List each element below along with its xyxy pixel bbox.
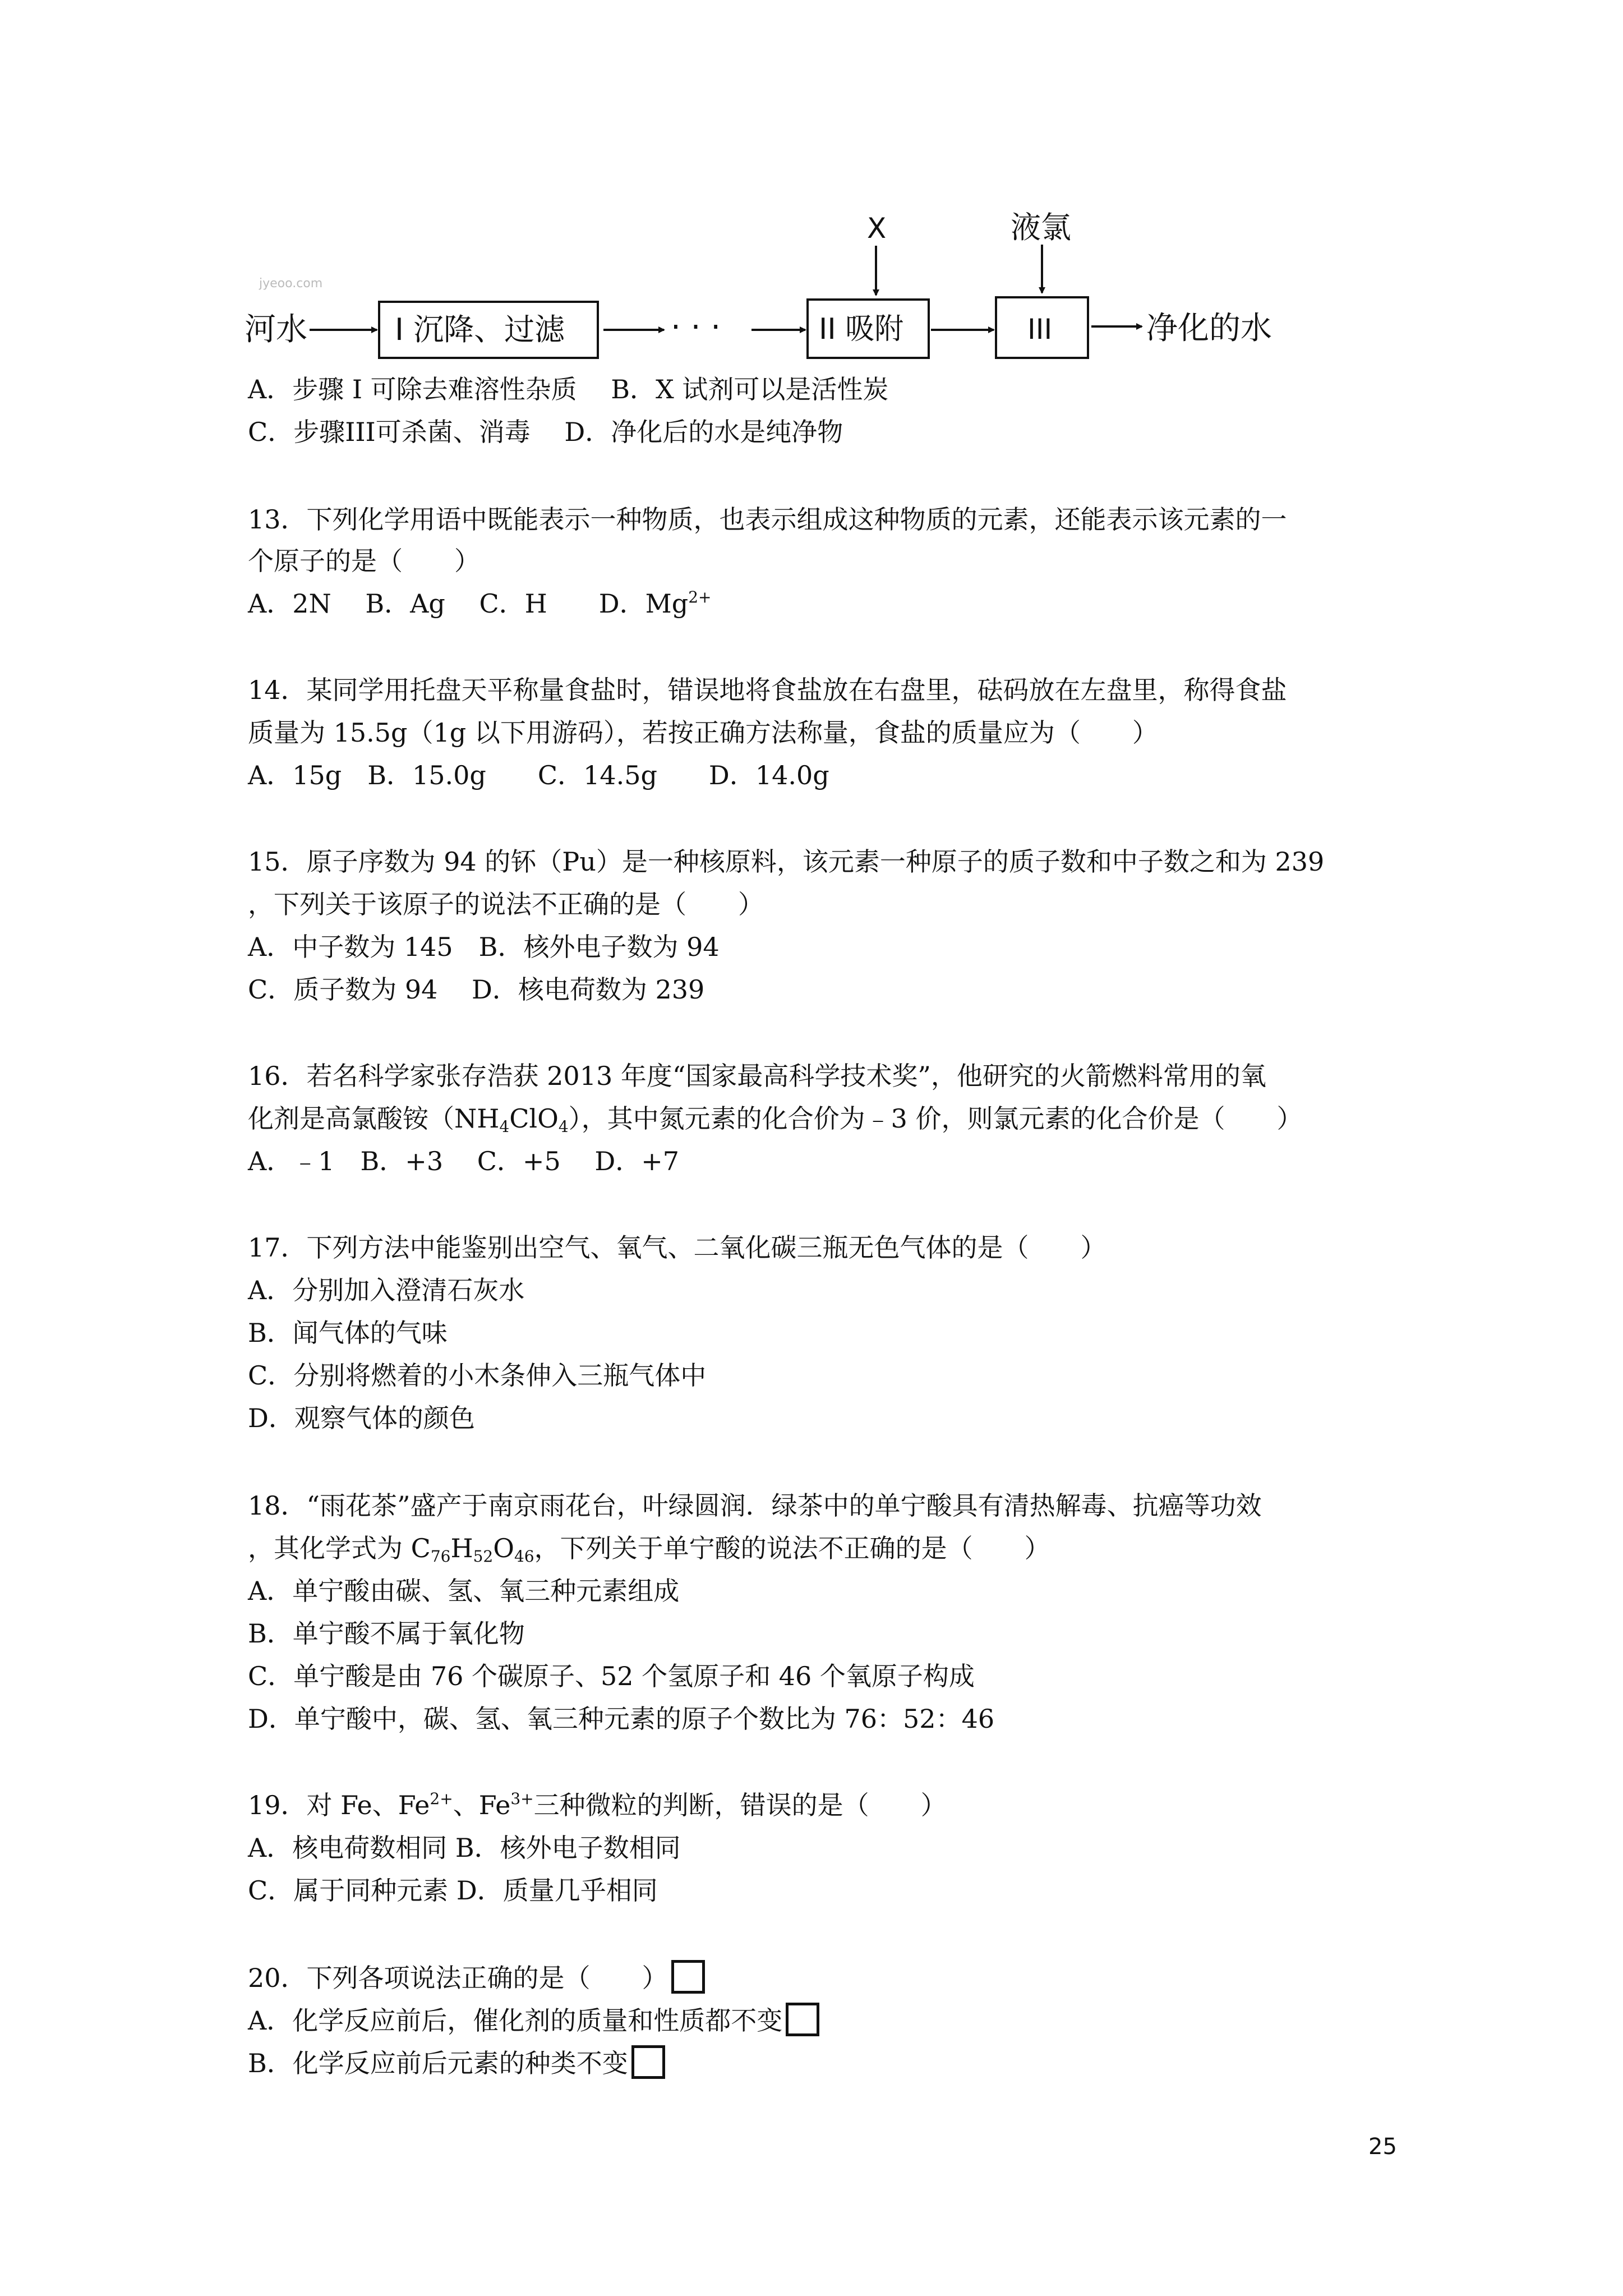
- q20-stem-text: 20．下列各项说法正确的是（ ）: [248, 1963, 668, 1993]
- q19-options-ab: A．核电荷数相同 B．核外电子数相同: [248, 1833, 681, 1863]
- q18-option-b: B．单宁酸不属于氧化物: [248, 1618, 525, 1649]
- q20-option-b-checkbox[interactable]: [631, 2045, 665, 2079]
- q20-option-a-checkbox[interactable]: [786, 2003, 819, 2036]
- q20-option-b: [248, 2045, 665, 2080]
- q14-stem-line1: 14．某同学用托盘天平称量食盐时，错误地将食盐放在右盘里，砝码放在左盘里，称得食盐: [248, 675, 1287, 705]
- diagram-output-label: 净化的水: [1146, 310, 1272, 347]
- q17-option-b: B．闻气体的气味: [248, 1318, 448, 1348]
- q12-options-ab: A．步骤 I 可除去难溶性杂质 B．X 试剂可以是活性炭: [248, 374, 889, 404]
- q18-option-d: D．单宁酸中，碳、氢、氧三种元素的原子个数比为 76：52：46: [248, 1704, 995, 1734]
- q14-stem-line2: 质量为 15.5g（1g 以下用游码），若按正确方法称量，食盐的质量应为（ ）: [248, 717, 1158, 748]
- q17-stem: 17．下列方法中能鉴别出空气、氧气、二氧化碳三瓶无色气体的是（ ）: [248, 1232, 1106, 1263]
- q17-option-c: C．分别将燃着的小木条伸入三瓶气体中: [248, 1360, 707, 1391]
- q16-stem-part-c: ），其中氮元素的化合价为﹣3 价，则氯元素的化合价是（ ）: [568, 1103, 1303, 1134]
- q17-option-d: D．观察气体的颜色: [248, 1403, 475, 1433]
- q13-stem-line2: 个原子的是（ ）: [248, 546, 480, 576]
- q16-sub-1: 4: [499, 1117, 510, 1136]
- q18-stem-line2: [248, 1531, 1050, 1565]
- q18-sub-h: 52: [473, 1547, 494, 1566]
- q19-options-cd: C．属于同种元素 D．质量几乎相同: [248, 1875, 658, 1906]
- q20-option-a: [248, 2003, 819, 2037]
- q13-stem-line1: 13．下列化学用语中既能表示一种物质，也表示组成这种物质的元素，还能表示该元素的一: [248, 504, 1287, 535]
- q18-stem-part-b: H: [450, 1533, 473, 1563]
- q18-stem-part-a: ，其化学式为 C: [248, 1533, 431, 1563]
- q13-charge: 2+: [688, 588, 712, 606]
- q16-options: A．﹣1 B．+3 C．+5 D．+7: [248, 1146, 680, 1176]
- diagram-input-label: 河水: [245, 311, 307, 348]
- q19-stem-part-a: 19．对 Fe、Fe: [248, 1790, 430, 1820]
- q15-stem-line1: 15．原子序数为 94 的钚（Pu）是一种核原料，该元素一种原子的质子数和中子数之和为 239: [248, 846, 1325, 877]
- diagram-watermark: jyeoo.com: [259, 277, 323, 291]
- q17-option-a: A．分别加入澄清石灰水: [248, 1275, 525, 1305]
- q20-stem: [248, 1960, 705, 1995]
- page-number: 25: [1368, 2134, 1397, 2160]
- q18-sub-c: 76: [430, 1547, 451, 1566]
- q18-stem-part-d: ，下列关于单宁酸的说法不正确的是（ ）: [534, 1533, 1050, 1563]
- q19-sup-1: 2+: [430, 1789, 453, 1808]
- q18-sub-o: 46: [514, 1547, 534, 1566]
- ellipsis-dots: · · ·: [671, 309, 721, 346]
- step3-label: III: [1027, 313, 1053, 346]
- q16-stem-part-a: 化剂是高氯酸铵（NH: [248, 1103, 500, 1134]
- q15-options-ab: A．中子数为 145 B．核外电子数为 94: [248, 932, 720, 962]
- step2-label: II 吸附: [819, 312, 904, 346]
- q19-stem-part-b: 、Fe: [453, 1790, 511, 1820]
- step1-label: I 沉降、过滤: [395, 312, 565, 347]
- q18-stem-line1: 18．“雨花茶”盛产于南京雨花台，叶绿圆润．绿茶中的单宁酸具有清热解毒、抗癌等功效: [248, 1490, 1262, 1521]
- q14-options: A．15g B．15.0g C．14.5g D．14.0g: [248, 760, 829, 790]
- liquid-chlorine-label: 液氯: [1011, 210, 1071, 245]
- q16-stem-line1: 16．若名科学家张存浩获 2013 年度“国家最高科学技术奖”，他研究的火箭燃料常用的氧: [248, 1061, 1266, 1091]
- q19-stem: [248, 1788, 947, 1822]
- reagent-x-label: X: [867, 212, 887, 245]
- water-purification-diagram: [0, 0, 1623, 393]
- q19-stem-part-c: 三种微粒的判断，错误的是（ ）: [533, 1790, 947, 1820]
- q15-options-cd: C．质子数为 94 D．核电荷数为 239: [248, 974, 705, 1005]
- q19-sup-2: 3+: [510, 1789, 534, 1808]
- q12-options-cd: C．步骤III可杀菌、消毒 D．净化后的水是纯净物: [248, 417, 843, 447]
- q15-stem-line2: ，下列关于该原子的说法不正确的是（ ）: [248, 889, 764, 919]
- q18-stem-part-c: O: [493, 1533, 514, 1563]
- q18-option-a: A．单宁酸由碳、氢、氧三种元素组成: [248, 1576, 680, 1606]
- q20-option-a-text: A．化学反应前后，催化剂的质量和性质都不变: [248, 2005, 783, 2036]
- q16-stem-part-b: ClO: [509, 1103, 559, 1134]
- q20-option-b-text: B．化学反应前后元素的种类不变: [248, 2048, 628, 2078]
- q13-options: [248, 587, 711, 620]
- q16-stem-line2: [248, 1102, 1303, 1135]
- q16-sub-2: 4: [558, 1117, 569, 1136]
- q20-stem-checkbox[interactable]: [671, 1960, 705, 1994]
- q18-option-c: C．单宁酸是由 76 个碳原子、52 个氢原子和 46 个氧原子构成: [248, 1661, 975, 1691]
- q13-options-text: A．2N B．Ag C．H D．Mg: [248, 588, 689, 619]
